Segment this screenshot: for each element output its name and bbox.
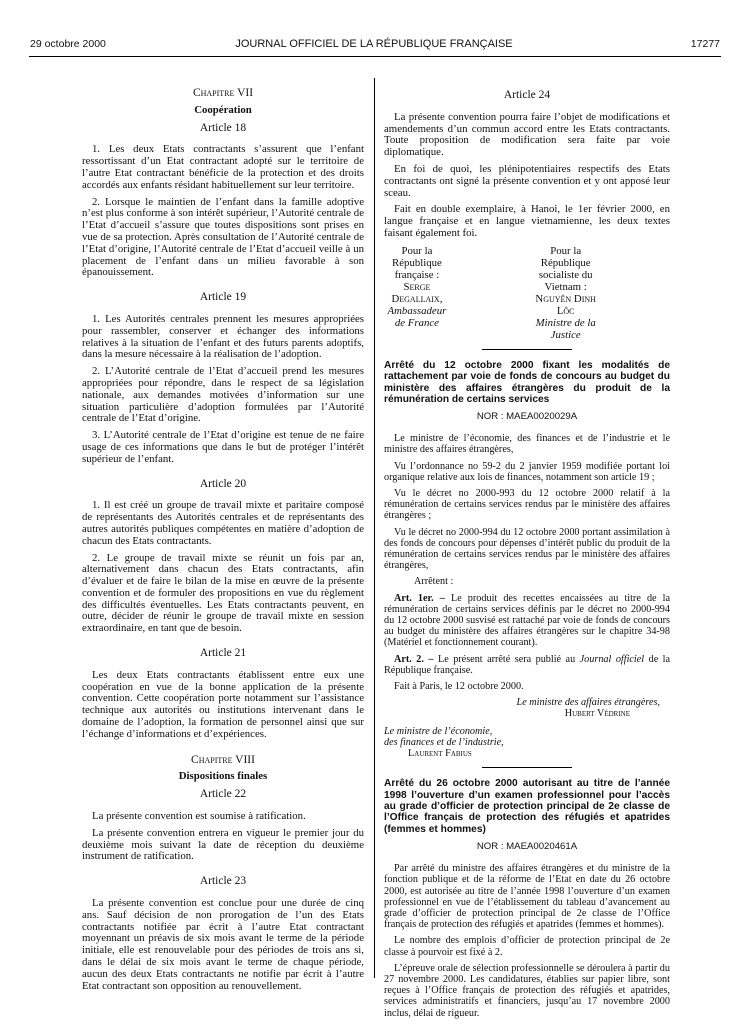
arrete-1-signatory-2-role-2: des finances et de l’industrie, [384,736,504,748]
arrete-1-article-2-text-b: de la République française. [384,653,671,676]
signature-france-title: Ambassadeur de France [387,304,447,329]
chapter-8-title: Dispositions finales [178,770,268,783]
article-22-para-2: La présente convention entrera en vigueur le premier jour du deuxième mois suivant la date de réception du deuxième instrument de ratification. [82,826,364,863]
left-column [82,88,364,997]
article-19-heading: Article 19 [199,291,247,304]
section-separator [482,349,572,350]
article-23-heading: Article 23 [199,875,247,888]
right-column [384,88,670,1024]
article-20-heading: Article 20 [199,477,247,490]
arrete-1-para-1: Le ministre de l’économie, des finances et de l’industrie et le ministre des affaires étrangères, [384,433,670,456]
article-20-para-1: 1. Il est créé un groupe de travail mixte et paritaire composé de représentants des Autorités centrales et de représentants des autres autorités publiques compétentes en matière d’adoption de chacun des Etats contractants. [82,499,364,547]
article-24-para-2: En foi de quoi, les plénipotentiaires respectifs des Etats contractants ont signé la présente convention et y ont apposé leur sceau. [384,162,670,199]
page-header [0,38,748,54]
arrete-1-signatory-1-role: Le ministre des affaires étrangères, [516,697,660,709]
arrete-1-signatory-1-name: Hubert Védrine [564,708,630,720]
arrete-1-article-2-journal: Journal officiel [579,653,645,665]
article-18-heading: Article 18 [199,121,247,134]
article-18-para-1: 1. Les deux Etats contractants s’assurent que l’enfant ressortissant d’un Etat contractant adopté sur le territoire de l’autre Etat contractant bénéficie de la protection et des droits accordés aux enfants résidant habituellement sur leur territoire. [82,143,364,191]
arrete-1-para-4: Vu le décret no 2000-994 du 12 octobre 2000 portant assimilation à des fonds de concours pour dépenses d’intérêt public du produit de la rémunération de certains services rendus par le ministère des affaires étrangères, [384,526,670,572]
arrete-1-fait: Fait à Paris, le 12 octobre 2000. [394,681,524,693]
arrete-1-article-2-label: Art. 2. – [394,653,434,665]
article-23-para-1: La présente convention est conclue pour une durée de cinq ans. Sauf décision de non prorogation de l’un des Etats contractants notifiée par écrit à l’autre Etat contractant moyennant un préavis de six mois avant le terme de la période initiale, elle est renouvelable pour des périodes de trois ans si, dans le délai de six mois avant le terme de chaque période, aucun des deux Etats contractants ne notifie par écrit à l’autre Etat contractant son opposition au renouvellement. [82,897,364,992]
arrete-1-para-2: Vu l’ordonnance no 59-2 du 2 janvier 1959 modifiée portant loi organique relative aux lois de finances, notamment son article 19 ; [384,460,670,483]
signature-vietnam-name: Nguyên Dinh Lôc [535,292,596,317]
arrete-1-article-2 [384,654,670,676]
article-19-para-1: 1. Les Autorités centrales prennent les mesures appropriées pour rassembler, conserver et échanger des informations relatives à la situation de l’enfant et des futurs parents adoptifs, dans la mesure nécessaire à la réalisation de l’adoption. [82,312,364,361]
article-24-para-3: Fait en double exemplaire, à Hanoi, le 1er février 2000, en langue française et en langue vietnamienne, les deux textes faisant également foi. [384,203,670,239]
article-19-para-2: 2. L’Autorité centrale de l’Etat d’accueil prend les mesures appropriées pour répondre, dans le respect de sa législation nationale, aux demandes motivées d’information sur une situation particulière d’adoption formulées par l’Autorité centrale de l’Etat d’origine. [82,365,364,425]
chapter-8-heading: Chapitre VIII [191,753,255,766]
header-title: JOURNAL OFFICIEL DE LA RÉPUBLIQUE FRANÇAISE [235,38,513,50]
arrete-1-article-1 [384,593,670,649]
article-24-heading: Article 24 [503,89,551,101]
article-21-para-1: Les deux Etats contractants établissent entre eux une coopération en vue de la bonne application de la présente convention. Cette coopération porte notamment sur l’assistance technique aux autorités ou institutions intervenant dans le domaine de l’adoption, la formation de personnel ainsi que sur l’échange d’informations et d’expériences. [82,668,364,740]
arrete-1-arretent: Arrêtent : [414,576,454,588]
article-19-para-3: 3. L’Autorité centrale de l’Etat d’origine est tenue de ne faire usage de ces informations que dans le but de protéger l’intérêt supérieur de l’enfant. [82,429,364,465]
signature-vietnam [533,245,670,341]
signature-block [384,245,670,341]
column-divider [374,78,375,978]
arrete-2-para-1: Par arrêté du ministre des affaires étrangères et du ministre de la fonction publique et de la réforme de l’Etat en date du 26 octobre 2000, est autorisée au titre de l’année 1998 l’ouverture d’un examen professionnel en vue de l’établissement du tableau d’avancement au grade d’officier de protection principal de 2e classe de l’Office français de protection des réfugiés et apatrides (femmes et hommes). [384,863,670,931]
section-separator-2 [482,767,572,768]
article-22-heading: Article 22 [199,788,247,801]
arrete-1-article-1-label: Art. 1er. – [394,592,445,604]
signature-vietnam-title: Ministre de la Justice [535,316,596,341]
arrete-1-signatory-2-role-1: Le ministre de l’économie, [384,725,493,737]
arrete-1-para-3: Vu le décret no 2000-993 du 12 octobre 2000 relatif à la rémunération de certains services rendus par le ministère des affaires étrangères ; [384,488,670,522]
arrete-1-signatory-2-name: Laurent Fabius [408,748,472,760]
signature-france-name: Serge Degallaix, [391,280,443,305]
header-page-number: 17277 [690,38,720,50]
article-22-para-1: La présente convention est soumise à ratification. [92,810,306,823]
article-20-para-2: 2. Le groupe de travail mixte se réunit un fois par an, alternativement dans chacun des Etats contractants, afin d’évaluer et de faire le bilan de la mise en œuvre de la présente convention et de formuler des propositions en vue du règlement des difficultés éventuelles. Les Etats contractants peuvent, en outre, décider de réunir le groupe de travail mixte en session extraordinaire, en tant que de besoin. [82,551,364,635]
signature-vietnam-line1: Pour la République socialiste du Vietnam : [538,244,593,293]
header-rule [29,56,721,57]
arrete-1-article-2-text-a: Le présent arrêté sera publié au [437,653,576,665]
arrete-2-para-2: Le nombre des emplois d’officier de protection principal de 2e classe à pourvoir est fixé à 2. [384,935,670,958]
article-18-para-2: 2. Lorsque le maintien de l’enfant dans la famille adoptive n’est plus conforme à son intérêt supérieur, l’Autorité centrale de l’Etat d’accueil s’assure que toutes dispositions sont prises en vue de sa protection. Après consultation de l’Autorité centrale de l’Etat d’origine, l’Autorité centrale de l’Etat d’accueil veille à un placement de l’enfant dans un milieu favorable à son épanouissement. [82,195,364,279]
arrete-2-title: Arrêté du 26 octobre 2000 autorisant au titre de l’année 1998 l’ouverture d’un examen professionnel pour l’accès au grade d’officier de protection principal de 2e classe de l’Office français de protection des réfugiés et apatrides (femmes et hommes) [384,778,670,835]
arrete-2-nor: NOR : MAEA0020461A [476,841,578,853]
arrete-2-para-3: L’épreuve orale de sélection professionnelle se déroulera à partir du 27 novembre 2000. Les candidatures, établies sur papier libre, sont reçues à l’Office français de protection des réfugiés et apatrides, services administratifs et financiers, jusqu’au 17 novembre 2000 inclus, délai de rigueur. [384,962,670,1019]
article-24-para-1: La présente convention pourra faire l’objet de modifications et amendements d’un commun accord entre les Etats contractants. Toute proposition de modification sera faite par voie diplomatique. [384,110,670,159]
article-21-heading: Article 21 [199,647,247,660]
chapter-7-title: Coopération [194,103,252,116]
arrete-1-article-1-text: Le produit des recettes encaissées au titre de la rémunération de certains services définis par le décret no 2000-994 du 12 octobre 2000 susvisé est rattaché par voie de fonds de concours au budget du ministère des affaires étrangères sur le chapitre 34-98 (Matériel et fonctionnement courant). [384,592,671,649]
signature-france [384,245,521,341]
signature-france-line1: Pour la République française : [392,244,442,281]
header-date: 29 octobre 2000 [30,38,106,50]
arrete-1-nor: NOR : MAEA0020029A [476,411,578,423]
arrete-1-title: Arrêté du 12 octobre 2000 fixant les modalités de rattachement par voie de fonds de concours au budget du ministère des affaires étrangères du produit de la rémunération de certains services [384,359,670,405]
chapter-7-heading: Chapitre VII [192,87,254,99]
